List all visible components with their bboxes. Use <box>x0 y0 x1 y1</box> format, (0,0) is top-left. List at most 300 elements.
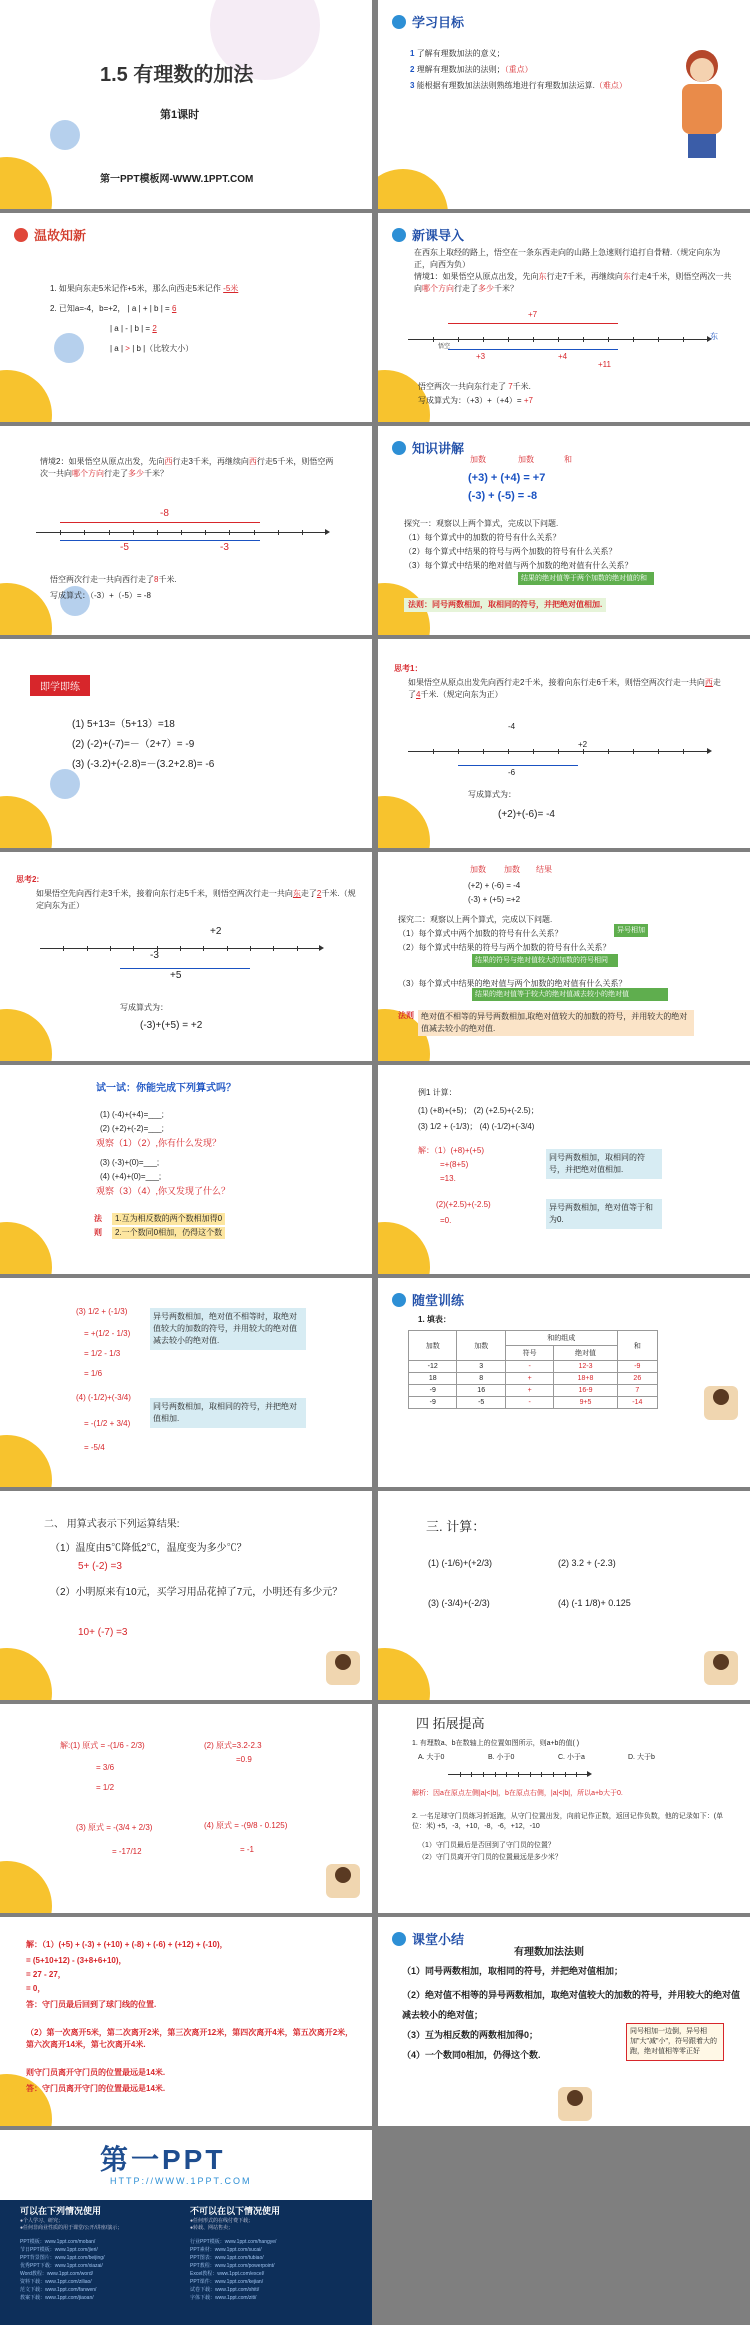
solution-2b: =0. <box>440 1216 452 1225</box>
reading-kid-illustration <box>326 1864 360 1898</box>
solution-1c: = 1/2 <box>96 1783 115 1792</box>
summary-heading: 有理数加法法则 <box>514 1947 584 1958</box>
solution-1b: = 3/6 <box>96 1763 115 1772</box>
number-line-tick <box>508 337 509 342</box>
arrow-3 <box>448 349 518 350</box>
answer-label: 写成算式为： <box>468 790 516 799</box>
footer-link[interactable]: PPT课件：www.1ppt.com/kejian/ <box>190 2279 264 2285</box>
explore-q3: （3）每个算式中结果的绝对值与两个加数的绝对值有什么关系？ <box>404 561 633 570</box>
number-line <box>36 532 326 533</box>
number-line-tick <box>530 1772 531 1777</box>
option-b: B. 小于0 <box>488 1754 515 1761</box>
goal-3: 3 能根据有理数加法法则熟练地进行有理数加法运算.（难点） <box>410 81 627 90</box>
explore-intro: 探究一：观察以上两个算式，完成以下问题. <box>404 519 559 528</box>
number-line-tick <box>658 337 659 342</box>
section-title: 随堂训练 <box>392 1290 464 1309</box>
question-2: （2）小明原来有10元，买学习用品花掉了7元，小明还有多少元？ <box>50 1587 343 1598</box>
number-line-tick <box>576 1772 577 1777</box>
label-b: +5 <box>170 970 182 981</box>
observe-2: 观察（3）（4）,你又发现了什么？ <box>96 1186 231 1196</box>
bullet-icon <box>392 441 406 455</box>
table-cell: -9 <box>409 1397 457 1409</box>
reading-kid-illustration <box>704 1386 738 1420</box>
number-line-tick <box>181 530 182 535</box>
slide-14 <box>378 1278 750 1487</box>
footer-link[interactable]: PPT教程：www.1ppt.com/powerpoint/ <box>190 2263 275 2269</box>
arrow-5 <box>120 968 250 969</box>
number-line-tick <box>60 530 61 535</box>
solution-part-2b: 则守门员离开守门员的位置最远是14米. <box>26 2068 166 2077</box>
table-subheader: 符号 <box>505 1346 553 1361</box>
number-line <box>408 751 708 752</box>
question-1: （1）温度由5℃降低2℃，温度变为多少℃？ <box>50 1543 247 1554</box>
table-header: 加数 <box>457 1331 505 1361</box>
solution-1: 解：（1）(+8)+(+5) <box>418 1146 485 1155</box>
mnemonic-box: 同号相加一边倒，异号相加"大"减"小"，符号跟着大的跑，绝对值相等零正好 <box>626 2023 724 2061</box>
answer-eq: (+2)+(-6)= -4 <box>498 809 555 820</box>
number-line <box>40 948 320 949</box>
explore-q3: （3）每个算式中结果的绝对值与两个加数的绝对值有什么关系？ <box>398 979 627 988</box>
slide-4 <box>378 213 750 422</box>
table-cell: 18+8 <box>554 1373 617 1385</box>
solution-4: (4) 原式 = -(9/8 - 0.125) <box>204 1821 288 1830</box>
answer-box-3: 结果的绝对值等于较大的绝对值减去较小的绝对值 <box>472 988 668 1001</box>
section-title: 即学即练 <box>30 675 90 696</box>
kids-illustration <box>558 2087 592 2121</box>
section-heading: 四 拓展提高 <box>416 1716 485 1731</box>
number-line-tick <box>87 946 88 951</box>
table-row <box>409 1397 658 1409</box>
exercise-3: (3) (-3.2)+(-2.8)=－(3.2+2.8)= -6 <box>72 759 215 770</box>
table-row <box>409 1385 658 1397</box>
allowed-desc-2: ●任何非商业性质的用于课堂/公开/讲座/演示； <box>20 2225 123 2231</box>
note-2: 异号两数相加，绝对值等于和为0. <box>546 1199 662 1229</box>
note-4: 同号两数相加，取相同的符号，并把绝对值相加. <box>150 1398 306 1428</box>
explore-q2: （2）每个算式中结果的符号与两个加数的符号有什么关系？ <box>398 943 611 952</box>
number-line-tick <box>471 1772 472 1777</box>
slide-subtitle: 第1课时 <box>160 109 200 121</box>
solution-part-2: （2）第一次离开5米，第二次离开2米，第三次离开12米，第四次离开4米，第五次离开2米，第六次离开14米，第七次离开4米. <box>26 2028 354 2049</box>
solution-4: (4) (-1/2)+(-3/4) <box>76 1393 131 1402</box>
number-line-tick <box>533 749 534 754</box>
table-row <box>409 1373 658 1385</box>
label-b: -3 <box>220 542 229 553</box>
number-line-tick <box>297 946 298 951</box>
solution-1: 解:(1) 原式 = -(1/6 - 2/3) <box>60 1741 145 1750</box>
head-addend-1: 加数 <box>470 455 486 464</box>
number-line-tick <box>533 337 534 342</box>
equation-2: (-3) + (-5) = -8 <box>468 490 538 502</box>
option-a: A. 大于0 <box>418 1754 445 1761</box>
footer-link[interactable]: 范文下载：www.1ppt.com/fanwen/ <box>20 2287 97 2293</box>
answer-2: 10+ (-7) =3 <box>78 1627 128 1638</box>
rule-2: 2.一个数同0相加，仍得这个数 <box>112 1227 225 1239</box>
links-right <box>190 2238 360 2302</box>
slide-6 <box>378 426 750 635</box>
slide-title: 1.5 有理数的加法 <box>100 64 254 86</box>
solution-2: (2) 原式=3.2-2.3 <box>204 1741 262 1750</box>
table-cell: 8 <box>457 1373 505 1385</box>
head-addend-1: 加数 <box>470 865 486 874</box>
label-top: +7 <box>528 310 538 319</box>
teacher-illustration <box>672 50 732 160</box>
scenario-text: 如果悟空先向西行走3千米，接着向东行走5千米，则悟空两次行走一共向东走了2千米.（规定向东为正） <box>36 889 356 910</box>
equation-1: (+2) + (-6) = -4 <box>468 881 521 890</box>
option-c: C. 小于a <box>558 1754 585 1761</box>
label-top: -4 <box>508 722 516 731</box>
solution-line-4: = 0， <box>26 1984 46 1993</box>
table-cell: + <box>505 1385 553 1397</box>
calc-3: (3) (-3/4)+(-2/3) <box>428 1598 490 1608</box>
rule-text: 法则：同号两数相加，取相同的符号，并把绝对值相加. <box>404 598 606 612</box>
brand-url[interactable]: HTTP://WWW.1PPT.COM <box>110 2176 252 2186</box>
footer-link[interactable]: 资料下载：www.1ppt.com/ziliao/ <box>20 2279 92 2285</box>
footer-link[interactable]: PPT背景图片：www.1ppt.com/beijing/ <box>20 2255 105 2261</box>
allowed-desc: ●个人学习、研究； <box>20 2218 64 2224</box>
explore-intro: 探究二：观察以上两个算式，完成以下问题. <box>398 915 553 924</box>
answer-1: 悟空两次行走一共向西行走了8千米. <box>50 575 177 584</box>
try-4: (4) (+4)+(0)=___; <box>100 1172 162 1181</box>
answer-1: 悟空两次一共向东行走了 7千米. <box>418 382 531 391</box>
arrow-6 <box>458 765 578 766</box>
section-title: 课堂小结 <box>392 1929 464 1948</box>
footer-panel <box>0 2130 372 2325</box>
table-cell: 12-3 <box>554 1361 617 1373</box>
slide-15 <box>0 1491 372 1700</box>
bullet-icon <box>392 1932 406 1946</box>
answer-2: 写成算式为：（+3）+（+4）= +7 <box>418 396 533 405</box>
number-line-tick <box>683 337 684 342</box>
number-line-tick <box>458 749 459 754</box>
number-line-tick <box>180 946 181 951</box>
exercise-1: (1) 5+13=（5+13）=18 <box>72 719 175 730</box>
answer-box-1: 异号相加 <box>614 924 648 937</box>
calc-1: (1) (-1/6)+(+2/3) <box>428 1558 493 1568</box>
scenario-text: 情境1：如果悟空从原点出发，先向东行走7千米，再继续向东行走4千米，则悟空两次一共向哪个方向行走了多少千米？ <box>414 272 732 293</box>
try-1: (1) (-4)+(+4)=___; <box>100 1110 164 1119</box>
table-cell: 18 <box>409 1373 457 1385</box>
footer-link[interactable]: PPT模板：www.1ppt.com/moban/ <box>20 2239 96 2245</box>
analysis-text: 解析：因a在原点左侧|a|<|b|，b在原点右侧，|a|<|b|，所以a+b大于0. <box>412 1790 623 1797</box>
note-1: 同号两数相加，取相同的符号，并把绝对值相加. <box>546 1149 662 1179</box>
example-row-1: (1) (+8)+(+5)； (2) (+2.5)+(-2.5)； <box>418 1106 539 1115</box>
explore-q1: （1）每个算式中的加数的符号有什么关系？ <box>404 533 561 542</box>
sum-table <box>408 1330 658 1409</box>
solution-3: (3) 1/2 + (-1/3) <box>76 1307 128 1316</box>
section-title: 知识讲解 <box>392 438 464 457</box>
observe-1: 观察（1）（2）,你有什么发现？ <box>96 1138 222 1148</box>
solution-3b: = +(1/2 - 1/3) <box>84 1329 131 1338</box>
slide-7 <box>0 639 372 848</box>
goal-1: 1 了解有理数加法的意义； <box>410 49 505 58</box>
table-cell: -9 <box>617 1361 657 1373</box>
explore-q1: （1）每个算式中两个加数的符号有什么关系？ <box>398 929 563 938</box>
answer-box: 结果的绝对值等于两个加数的绝对值的和 <box>518 572 654 585</box>
number-line-tick <box>273 946 274 951</box>
calc-4: (4) (-1 1/8)+ 0.125 <box>558 1598 631 1608</box>
bullet-icon <box>392 228 406 242</box>
solution-line-1: 解：（1）(+5) + (-3) + (+10) + (-8) + (-6) + (+12) + (-10)， <box>26 1940 228 1949</box>
slide-1 <box>0 0 372 209</box>
goal-2: 2 理解有理数加法的法则；（重点） <box>410 65 533 74</box>
number-line-tick <box>583 337 584 342</box>
scenario-text: 如果悟空从原点出发先向西行走2千米，接着向东行走6千米，则悟空两次行走一共向西走了4千米.（规定向东为正） <box>408 678 721 699</box>
slide-9 <box>0 852 372 1061</box>
try-2: (2) (+2)+(-2)=___; <box>100 1124 164 1133</box>
footer-link[interactable]: 节日PPT模板：www.1ppt.com/jieri/ <box>20 2247 98 2253</box>
number-line-tick <box>63 946 64 951</box>
rule-label: 法则 <box>398 1011 414 1020</box>
solution-answer-2: 答：守门员离开守门的位置最远是14米. <box>26 2084 166 2093</box>
footer-link[interactable]: 行业PPT模板：www.1ppt.com/hangye/ <box>190 2239 277 2245</box>
try-3: (3) (-3)+(0)=___; <box>100 1158 160 1167</box>
number-line-tick <box>157 530 158 535</box>
number-line-tick <box>250 946 251 951</box>
number-line-tick <box>302 530 303 535</box>
table-cell: -14 <box>617 1397 657 1409</box>
story-text: 在西东上取经的路上，悟空在一条东西走向的山路上急速则行追打自骨精.（规定向东为正，向西为负） <box>414 248 721 269</box>
number-line <box>448 1774 588 1775</box>
number-line-tick <box>633 337 634 342</box>
number-line-tick <box>133 946 134 951</box>
sum-arrow <box>60 522 260 523</box>
equation-2: (-3) + (+5) =+2 <box>468 895 521 904</box>
arrow-5 <box>60 540 190 541</box>
explore-q2: （2）每个算式中结果的符号与两个加数的符号有什么关系？ <box>404 547 617 556</box>
footer-link[interactable]: Word教程：www.1ppt.com/word/ <box>20 2271 93 2277</box>
number-line-tick <box>205 530 206 535</box>
rule-text: 绝对值不相等的异号两数相加,取绝对值较大的加数的符号，并用较大的绝对值减去较小的绝对值. <box>418 1010 694 1036</box>
number-line-tick <box>508 749 509 754</box>
number-line-tick <box>518 1772 519 1777</box>
table-cell: 26 <box>617 1373 657 1385</box>
label-a: -5 <box>120 542 129 553</box>
number-line-tick <box>110 946 111 951</box>
solution-1b: =+(8+5) <box>440 1160 469 1169</box>
solution-4c: = -5/4 <box>84 1443 105 1452</box>
head-sum: 和 <box>564 455 572 464</box>
number-line-tick <box>483 337 484 342</box>
example-row-2: (3) 1/2 + (-1/3)； (4) (-1/2)+(-3/4) <box>418 1122 535 1131</box>
table-cell: 16-9 <box>554 1385 617 1397</box>
slide-20 <box>378 1917 750 2126</box>
question-1: 1. 有理数a、b在数轴上的位置如图所示，则a+b的值( ) <box>412 1740 580 1747</box>
number-line <box>408 339 708 340</box>
footer-bar <box>0 2200 372 2325</box>
section-heading: 二、 用算式表示下列运算结果: <box>44 1519 180 1530</box>
section-title: 思考1： <box>394 664 423 673</box>
summary-2: （2）绝对值不相等的异号两数相加，取绝对值较大的加数的符号，并用较大的绝对值减去较小的绝对值； <box>402 1990 741 2020</box>
rule-label-2: 则 <box>94 1228 102 1237</box>
question-2a: （1）守门员最后是否回到了守门员的位置？ <box>418 1842 555 1849</box>
reading-kid-illustration <box>326 1651 360 1685</box>
label-top: +2 <box>210 926 222 937</box>
solution-4b: = -1 <box>240 1845 255 1854</box>
summary-1: （1）同号两数相加，取相同的符号，并把绝对值相加； <box>402 1966 624 1976</box>
head-result: 结果 <box>536 865 552 874</box>
slide-17 <box>0 1704 372 1913</box>
number-line-tick <box>133 530 134 535</box>
table-cell: - <box>505 1397 553 1409</box>
label-top: -8 <box>160 508 169 519</box>
table-subheader: 绝对值 <box>554 1346 617 1361</box>
number-line-tick <box>565 1772 566 1777</box>
number-line-tick <box>433 337 434 342</box>
review-q1: 1. 如果向东走5米记作+5米，那么向西走5米记作 -5米 <box>50 284 239 293</box>
number-line-tick <box>558 337 559 342</box>
label-b: +4 <box>558 352 568 361</box>
label-east: 东 <box>710 332 718 341</box>
number-line-tick <box>433 749 434 754</box>
table-cell: 16 <box>457 1385 505 1397</box>
number-line-tick <box>608 749 609 754</box>
section-title: 温故知新 <box>14 225 86 244</box>
solution-3c: = 1/2 - 1/3 <box>84 1349 121 1358</box>
note-3: 异号两数相加，绝对值不相等时，取绝对值较大的加数的符号，并用较大的绝对值减去较小的绝对值. <box>150 1308 306 1350</box>
allowed-title: 可以在下列情况使用 <box>20 2206 102 2216</box>
solution-1c: =13. <box>440 1174 456 1183</box>
number-line-tick <box>506 1772 507 1777</box>
number-line-tick <box>483 749 484 754</box>
review-q3: | a | - | b | = 2 <box>110 324 157 333</box>
table-header: 和 <box>617 1331 657 1361</box>
label-origin: 悟空 <box>438 344 451 350</box>
try-title: 试一试：你能完成下列算式吗？ <box>96 1083 236 1094</box>
slide-10 <box>378 852 750 1061</box>
number-line-tick <box>460 1772 461 1777</box>
solution-4b: = -(1/2 + 3/4) <box>84 1419 131 1428</box>
table-cell: -12 <box>409 1361 457 1373</box>
rule-1: 1.互为相反数的两个数相加得0 <box>112 1213 225 1225</box>
table-header: 加数 <box>409 1331 457 1361</box>
arrow-3 <box>190 540 260 541</box>
solution-3d: = 1/6 <box>84 1369 103 1378</box>
label-c: +11 <box>598 360 611 369</box>
number-line-tick <box>229 530 230 535</box>
solution-answer-1: 答：守门员最后回到了球门线的位置. <box>26 2000 157 2009</box>
scenario-text: 情境2：如果悟空从原点出发，先向西行走3千米，再继续向西行走5千米，则悟空两次一共向哪个方向行走了多少千米？ <box>40 457 334 478</box>
question-2b: （2）守门员离开守门员的位置最远是多少米？ <box>418 1854 562 1861</box>
footer-link[interactable]: 字体下载：www.1ppt.com/ziti/ <box>190 2295 257 2301</box>
answer-1: 5+ (-2) =3 <box>78 1561 122 1572</box>
number-line-tick <box>84 530 85 535</box>
review-q4: | a | > | b |（比较大小） <box>110 344 194 353</box>
number-line-tick <box>203 946 204 951</box>
reading-kid-illustration <box>704 1651 738 1685</box>
footer-link[interactable]: PPT图表：www.1ppt.com/tubiao/ <box>190 2255 264 2261</box>
number-line-tick <box>608 337 609 342</box>
question-2: 2. 一名足球守门员练习折返跑，从守门位置出发，向前记作正数，返回记作负数，他的记录如下：(单位：米) +5，-3，+10，-8，-6，+12，-10 <box>412 1813 724 1830</box>
calc-2: (2) 3.2 + (-2.3) <box>558 1558 616 1568</box>
table-cell: 7 <box>617 1385 657 1397</box>
answer-box-2: 结果的符号与绝对值较大的加数的符号相同 <box>472 954 618 967</box>
number-line-tick <box>278 530 279 535</box>
footer-link[interactable]: 优秀PPT下载：www.1ppt.com/xiazai/ <box>20 2263 103 2269</box>
example-title: 例1 计算： <box>418 1088 457 1097</box>
slide-11 <box>0 1065 372 1274</box>
links-left <box>20 2238 180 2302</box>
table-cell: -9 <box>409 1385 457 1397</box>
summary-3: （3）互为相反数的两数相加得0； <box>402 2030 539 2040</box>
number-line-tick <box>553 1772 554 1777</box>
number-line-tick <box>683 749 684 754</box>
footer-link[interactable]: Excel教程：www.1ppt.com/excel/ <box>190 2271 265 2277</box>
number-line-tick <box>254 530 255 535</box>
bullet-icon <box>392 15 406 29</box>
table-row <box>409 1361 658 1373</box>
equation-1: (+3) + (+4) = +7 <box>468 472 546 484</box>
summary-4: （4）一个数同0相加，仍得这个数. <box>402 2050 541 2060</box>
footer-link[interactable]: 教案下载：www.1ppt.com/jiaoan/ <box>20 2295 94 2301</box>
number-line-tick <box>558 749 559 754</box>
forbidden-desc: ●任何形式的在线付费下载； <box>190 2218 254 2224</box>
answer-label: 写成算式为： <box>120 1003 168 1012</box>
slide-2 <box>378 0 750 209</box>
section-title: 新课导入 <box>392 225 464 244</box>
table-cell: + <box>505 1373 553 1385</box>
solution-line-2: = (5+10+12) - (3+8+6+10)， <box>26 1956 127 1965</box>
review-q2: 2. 已知a=-4，b=+2， | a | + | b | = 6 <box>50 304 177 313</box>
number-line-tick <box>658 749 659 754</box>
number-line-tick <box>541 1772 542 1777</box>
answer-eq: (-3)+(+5) = +2 <box>140 1020 203 1031</box>
label-a: -6 <box>508 768 516 777</box>
table-cell: -5 <box>457 1397 505 1409</box>
table-cell: 3 <box>457 1361 505 1373</box>
forbidden-desc-2: ●转载、网站售卖； <box>190 2225 234 2231</box>
slide-13 <box>0 1278 372 1487</box>
label-a: -3 <box>150 950 159 961</box>
table-cell: - <box>505 1361 553 1373</box>
answer-2: 写成算式：（-3）+（-5）= -8 <box>50 591 151 600</box>
slide-18 <box>378 1704 750 1913</box>
slide-19 <box>0 1917 372 2126</box>
exercise-2: (2) (-2)+(-7)=－（2+7）= -9 <box>72 739 195 750</box>
footer-link[interactable]: PPT素材：www.1ppt.com/sucai/ <box>190 2247 262 2253</box>
table-cell: 9+5 <box>554 1397 617 1409</box>
section-title: 学习目标 <box>392 12 464 31</box>
section-heading: 三. 计算： <box>426 1519 486 1534</box>
forbidden-title: 不可以在以下情况使用 <box>190 2206 281 2216</box>
site-label: 第一PPT模板网-WWW.1PPT.COM <box>100 174 254 185</box>
rule-label-1: 法 <box>94 1214 102 1223</box>
table-header: 和的组成 <box>505 1331 617 1346</box>
section-title: 思考2: <box>16 875 40 884</box>
arrow-4 <box>518 349 618 350</box>
slide-16 <box>378 1491 750 1700</box>
number-line-tick <box>495 1772 496 1777</box>
solution-2b: =0.9 <box>236 1755 252 1764</box>
solution-3: (3) 原式 = -(3/4 + 2/3) <box>76 1823 153 1832</box>
number-line-tick <box>109 530 110 535</box>
number-line-tick <box>483 1772 484 1777</box>
solution-3b: = -17/12 <box>112 1847 142 1856</box>
sum-arrow <box>448 323 618 324</box>
label-b: +2 <box>578 740 588 749</box>
bullet-icon <box>14 228 28 242</box>
number-line-tick <box>227 946 228 951</box>
option-d: D. 大于b <box>628 1754 655 1761</box>
slide-5 <box>0 426 372 635</box>
slide-8 <box>378 639 750 848</box>
table-title: 1. 填表： <box>418 1315 451 1324</box>
brand-logo: 第一PPT <box>100 2144 226 2175</box>
slide-3 <box>0 213 372 422</box>
number-line-tick <box>458 337 459 342</box>
slide-12 <box>378 1065 750 1274</box>
solution-line-3: = 27 - 27， <box>26 1970 66 1979</box>
footer-link[interactable]: 试卷下载：www.1ppt.com/shiti/ <box>190 2287 260 2293</box>
